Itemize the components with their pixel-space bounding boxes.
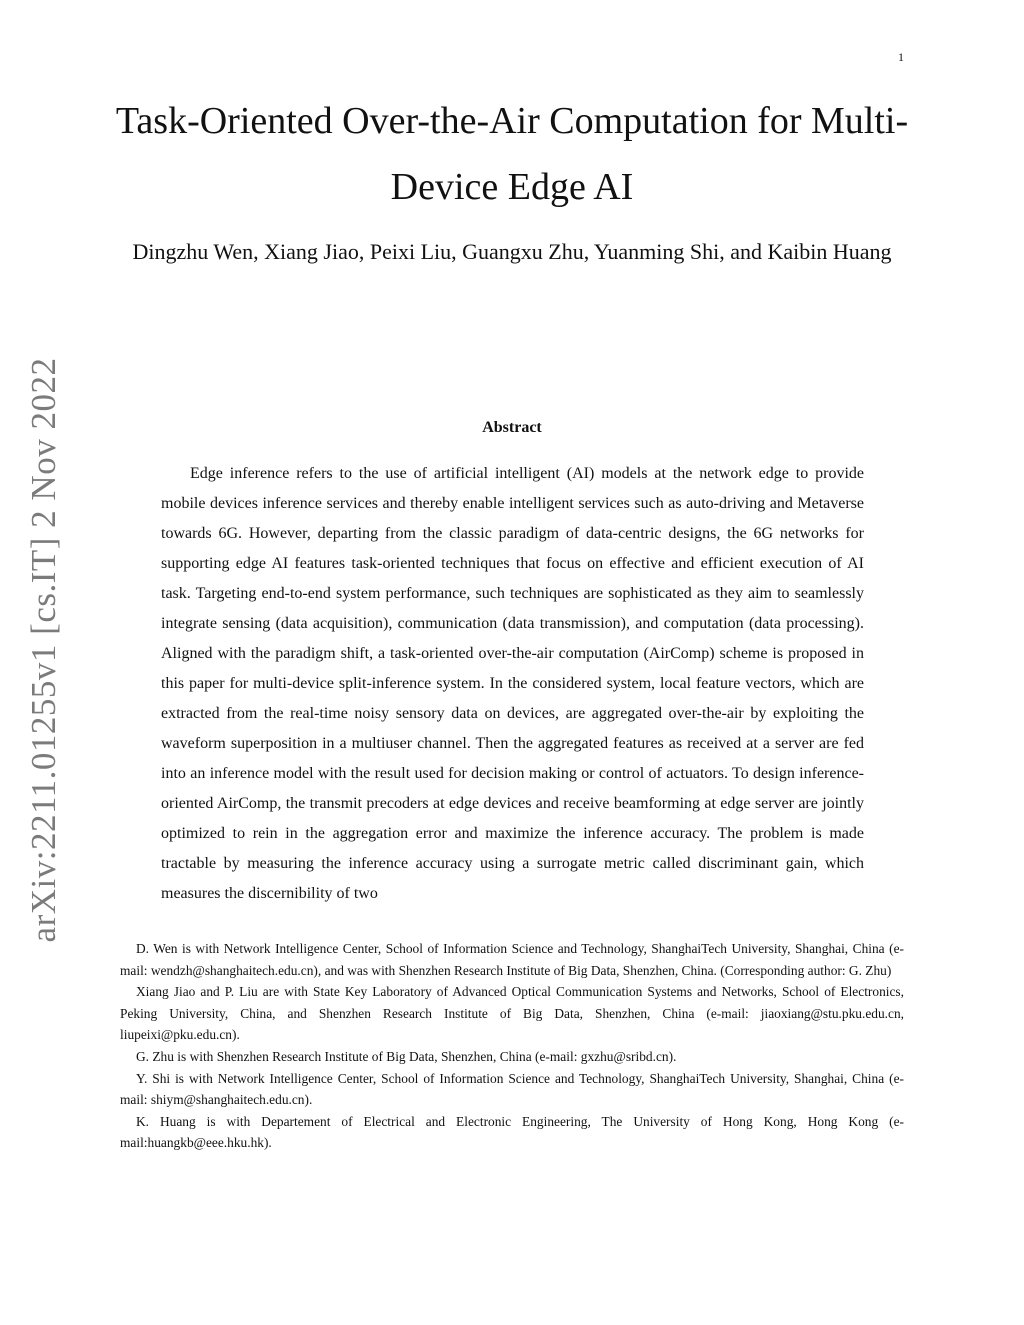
abstract-body: Edge inference refers to the use of artificial intelligent (AI) models at the network edge to provide mobile devices inference services and thereby enable intelligent services such as auto-driving and Metaverse towards 6G. However, departing from the classic paradigm of data-centric designs, the 6G networks for supporting edge AI features task-oriented techniques that focus on effective and efficient execution of AI task. Targeting end-to-end system performance, such techniques are sophisticated as they aim to seamlessly integrate sensing (data acquisition), communication (data transmission), and computation (data processing). Aligned with the paradigm shift, a task-oriented over-the-air computation (AirComp) scheme is proposed in this paper for multi-device split-inference system. In the considered system, local feature vectors, which are extracted from the real-time noisy sensory data on devices, are aggregated over-the-air by exploiting the waveform superposition in a multiuser channel. Then the aggregated features as received at a server are fed into an inference model with the result used for decision making or control of actuators. To design inference-oriented AirComp, the transmit precoders at edge devices and receive beamforming at edge server are jointly optimized to rein in the aggregation error and maximize the inference accuracy. The problem is made tractable by measuring the inference accuracy using a surrogate metric called discriminant gain, which measures the discernibility of two [161, 465, 864, 902]
abstract-heading: Abstract [482, 419, 542, 436]
footnote-jiao-liu: Xiang Jiao and P. Liu are with State Key Laboratory of Advanced Optical Communication Systems and Networks, School of Electronics, Peking University, China, and Shenzhen Research Institute of Big Data, Shenzhen, China (e-mail: jiaoxiang@stu.pku.edu.cn, liupeixi@pku.edu.cn). [120, 984, 904, 1043]
footnote-zhu: G. Zhu is with Shenzhen Research Institute of Big Data, Shenzhen, China (e-mail: gxzhu@sribd.cn). [136, 1048, 677, 1064]
affiliation-footnotes [120, 938, 904, 1154]
page-number: 1 [898, 50, 904, 64]
author-list: Dingzhu Wen, Xiang Jiao, Peixi Liu, Guangxu Zhu, Yuanming Shi, and Kaibin Huang [132, 239, 892, 264]
footnote-huang: K. Huang is with Departement of Electrical and Electronic Engineering, The University of Hong Kong, Hong Kong (e-mail:huangkb@eee.hku.hk). [120, 1113, 904, 1151]
footnote-wen: D. Wen is with Network Intelligence Center, School of Information Science and Technology, ShanghaiTech University, Shanghai, China (e-mail: wendzh@shanghaitech.edu.cn), and was with Shenzhen Research Institute of Big Data, Shenzhen, China. (Corresponding author: G. Zhu) [120, 941, 904, 978]
arxiv-identifier-stamp: arXiv:2211.01255v1 [cs.IT] 2 Nov 2022 [24, 357, 63, 943]
paper-title: Task-Oriented Over-the-Air Computation for Multi-Device Edge AI [115, 100, 909, 208]
footnote-shi: Y. Shi is with Network Intelligence Center, School of Information Science and Technology, ShanghaiTech University, Shanghai, China (e-mail: shiym@shanghaitech.edu.cn). [120, 1070, 904, 1108]
